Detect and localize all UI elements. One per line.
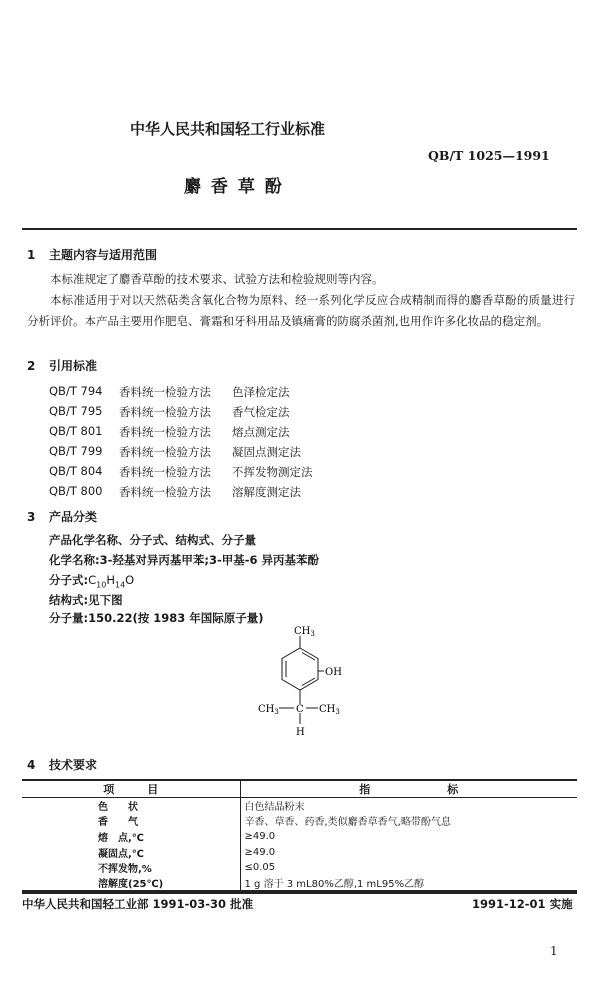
row-value: 1 g 溶于 3 mL80%乙醇,1 mL95%乙醇 bbox=[240, 875, 577, 891]
structural-formula bbox=[250, 622, 350, 742]
section-1-heading bbox=[27, 246, 157, 263]
label-hydroxyl: OH bbox=[325, 667, 342, 678]
row-value: ≤0.05 bbox=[244, 862, 276, 874]
formula-carbon-count: 10 bbox=[96, 580, 107, 590]
row-value: 白色结晶粉末 bbox=[244, 802, 305, 814]
reference-series: 香料统一检验方法 bbox=[119, 465, 211, 479]
table-row bbox=[22, 798, 577, 814]
formula-carbon: C bbox=[88, 573, 97, 587]
reference-name: 香气检定法 bbox=[232, 405, 290, 419]
reference-series: 香料统一检验方法 bbox=[119, 405, 211, 419]
reference-name: 凝固点测定法 bbox=[232, 445, 301, 459]
row-item: 熔 点,℃ bbox=[22, 829, 240, 845]
page-number: 1 bbox=[550, 944, 558, 958]
section-4-heading bbox=[27, 756, 97, 773]
reference-code: QB/T 794 bbox=[49, 384, 103, 398]
reference-name: 色泽检定法 bbox=[232, 385, 290, 399]
row-item: 不挥发物,% bbox=[22, 860, 240, 876]
section-1-para-2: 本标准适用于对以天然萜类含氧化合物为原料、经一系列化学反应合成精制而得的麝香草酚的质量进行分析评价。本产品主要用作肥皂、膏霜和牙科用品及镇痛膏的防腐杀菌剂,也用作许多化妆品的稳定剂。 bbox=[27, 293, 575, 328]
footer-rule bbox=[22, 892, 577, 894]
benzene-ring bbox=[282, 648, 318, 690]
table-header-row bbox=[22, 780, 577, 798]
document-title: 麝 香 草 酚 bbox=[184, 177, 284, 197]
reference-code: QB/T 801 bbox=[49, 424, 103, 438]
chemical-name: 化学名称:3-羟基对异丙基甲苯;3-甲基-6 异丙基苯酚 bbox=[49, 553, 320, 567]
reference-name: 溶解度测定法 bbox=[232, 485, 301, 499]
section-3-title: 产品分类 bbox=[49, 510, 98, 524]
formula-hydrogen: H bbox=[106, 573, 115, 587]
section-2-title: 引用标准 bbox=[49, 359, 98, 373]
product-info-line: 产品化学名称、分子式、结构式、分子量 bbox=[49, 533, 256, 547]
technical-requirements-table bbox=[22, 779, 577, 892]
section-3-number: 3 bbox=[27, 510, 36, 524]
reference-code: QB/T 800 bbox=[49, 484, 103, 498]
approval-line: 中华人民共和国轻工业部 1991-03-30 批准 bbox=[22, 897, 254, 911]
table-row bbox=[22, 844, 577, 860]
row-item: 色 状 bbox=[22, 798, 240, 814]
label-center-carbon: C bbox=[296, 704, 304, 715]
row-value: ≥49.0 bbox=[244, 830, 276, 842]
reference-series: 香料统一检验方法 bbox=[119, 485, 211, 499]
org-title: 中华人民共和国轻工行业标准 bbox=[130, 120, 326, 138]
row-item: 凝固点,℃ bbox=[22, 844, 240, 860]
row-value: 辛香、草香、药香,类似麝香草香气,略带酚气息 bbox=[244, 817, 451, 829]
section-3-heading bbox=[27, 508, 97, 525]
reference-series: 香料统一检验方法 bbox=[119, 445, 211, 459]
reference-code: QB/T 799 bbox=[49, 444, 103, 458]
implementation-line: 1991-12-01 实施 bbox=[472, 897, 573, 911]
reference-series: 香料统一检验方法 bbox=[119, 425, 211, 439]
reference-name: 不挥发物测定法 bbox=[232, 465, 313, 479]
header-indicator: 指 标 bbox=[240, 780, 577, 798]
molecular-weight: 分子量:150.22(按 1983 年国际原子量) bbox=[49, 611, 264, 625]
ring-double-bond bbox=[302, 678, 315, 686]
label-ch3-right: $CH_3$ bbox=[319, 704, 340, 716]
section-1-number: 1 bbox=[27, 248, 36, 262]
formula-oxygen: O bbox=[125, 573, 135, 587]
ring-double-bond bbox=[302, 653, 315, 661]
section-4-number: 4 bbox=[27, 758, 36, 772]
section-2-number: 2 bbox=[27, 359, 36, 373]
formula-hydrogen-count: 14 bbox=[114, 580, 126, 590]
section-1-title: 主题内容与适用范围 bbox=[49, 248, 158, 262]
label-hydrogen: H bbox=[296, 727, 305, 738]
standard-code: QB/T 1025—1991 bbox=[428, 148, 550, 163]
table-row bbox=[22, 829, 577, 845]
reference-code: QB/T 795 bbox=[49, 404, 103, 418]
formula-label: 分子式: bbox=[49, 573, 89, 587]
section-2-heading bbox=[27, 357, 97, 374]
header-item: 项 目 bbox=[22, 780, 240, 798]
table-row bbox=[22, 813, 577, 829]
section-4-title: 技术要求 bbox=[49, 758, 98, 772]
row-item: 溶解度(25℃) bbox=[22, 875, 240, 891]
label-ch3-left: $CH_3$ bbox=[258, 704, 279, 716]
table-row bbox=[22, 860, 577, 876]
section-1-para-1: 本标准规定了麝香草酚的技术要求、试验方法和检验规则等内容。 bbox=[50, 272, 384, 286]
row-value: ≥49.0 bbox=[244, 846, 276, 858]
reference-series: 香料统一检验方法 bbox=[119, 385, 211, 399]
reference-name: 熔点测定法 bbox=[232, 425, 290, 439]
header-rule bbox=[22, 228, 577, 230]
label-ch3-top: $CH_3$ bbox=[294, 626, 315, 638]
structure-line: 结构式:见下图 bbox=[49, 593, 123, 607]
table-row bbox=[22, 875, 577, 891]
reference-code: QB/T 804 bbox=[49, 464, 103, 478]
molecular-formula bbox=[49, 572, 134, 589]
row-item: 香 气 bbox=[22, 813, 240, 829]
